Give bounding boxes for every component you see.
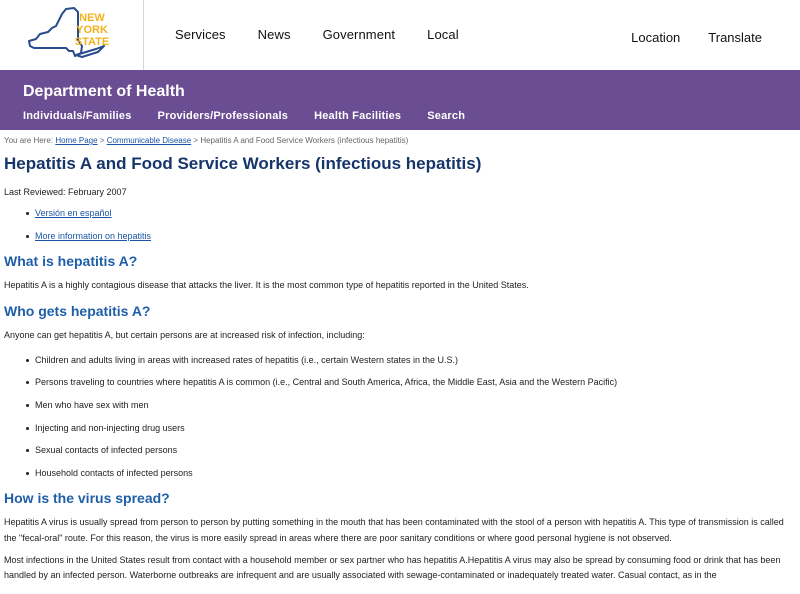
nav-government[interactable]: Government — [322, 27, 396, 42]
department-title[interactable]: Department of Health — [23, 83, 185, 100]
breadcrumb — [4, 136, 408, 145]
breadcrumb-prefix: You are Here: — [4, 136, 54, 145]
section-text-how-2: Most infections in the United States result from contact with a household member or sex partner who has hepatitis A.Hepatitis A virus may also be spread by consuming food or drink that has been handled by an infected person. Waterborne outbreaks are infrequent and are usually associated with sewage-contaminated or inadequately treated water. Casual contact, as in the — [4, 554, 781, 581]
main-content — [4, 154, 796, 584]
nav-news[interactable]: News — [257, 27, 291, 42]
related-links — [26, 208, 796, 253]
list-item: Persons traveling to countries where hepatitis A is common (i.e., Central and South America, Africa, the Middle East, Asia and the Western Pacific) — [26, 377, 796, 400]
utility-nav — [603, 30, 762, 45]
department-banner — [0, 70, 800, 130]
logo-text-york: YORK — [76, 24, 108, 36]
risk-groups-list — [26, 355, 796, 491]
section-heading-how: How is the virus spread? — [4, 490, 170, 507]
last-reviewed: Last Reviewed: February 2007 — [4, 187, 127, 197]
ny-state-logo[interactable] — [0, 0, 144, 70]
list-item: Children and adults living in areas with increased rates of hepatitis (i.e., certain Western states in the U.S.) — [26, 355, 796, 378]
dept-nav-search[interactable]: Search — [427, 110, 466, 122]
breadcrumb-section-link[interactable]: Communicable Disease — [106, 136, 192, 145]
nav-services[interactable]: Services — [175, 27, 226, 42]
ny-state-map-icon — [26, 6, 118, 64]
list-item: Household contacts of infected persons — [26, 468, 796, 491]
dept-nav-individuals-families[interactable]: Individuals/Families — [23, 110, 132, 122]
dept-nav-providers-professionals[interactable]: Providers/Professionals — [157, 110, 289, 122]
dept-nav-health-facilities[interactable]: Health Facilities — [314, 110, 402, 122]
logo-text-new: NEW — [79, 12, 105, 24]
breadcrumb-home-link[interactable]: Home Page — [55, 136, 98, 145]
list-item — [26, 208, 796, 231]
list-item: Men who have sex with men — [26, 400, 796, 423]
logo-text-state: STATE — [74, 36, 110, 48]
section-heading-what: What is hepatitis A? — [4, 253, 138, 270]
list-item: Injecting and non-injecting drug users — [26, 423, 796, 446]
section-heading-who: Who gets hepatitis A? — [4, 303, 151, 320]
more-hepatitis-info-link[interactable]: More information on hepatitis — [35, 230, 152, 241]
breadcrumb-current: Hepatitis A and Food Service Workers (infectious hepatitis) — [200, 136, 409, 145]
list-item: Sexual contacts of infected persons — [26, 445, 796, 468]
section-text-how-1: Hepatitis A virus is usually spread from person to person by putting something in the mouth that has been contaminated with the stool of a person with hepatitis A. This type of transmission is called the "fecal-oral" route. For this reason, the virus is more easily spread in areas where there are poor sanitary conditions or where good personal hygiene is not observed. — [4, 517, 784, 543]
site-header — [0, 0, 800, 70]
page-title: Hepatitis A and Food Service Workers (infectious hepatitis) — [4, 154, 482, 173]
breadcrumb-separator: > — [99, 136, 105, 145]
location-link[interactable]: Location — [631, 30, 681, 45]
breadcrumb-separator: > — [193, 136, 199, 145]
list-item — [26, 231, 796, 254]
section-intro-who: Anyone can get hepatitis A, but certain persons are at increased risk of infection, including: — [4, 330, 365, 341]
translate-link[interactable]: Translate — [708, 30, 762, 45]
department-nav — [23, 110, 491, 122]
nav-local[interactable]: Local — [427, 27, 459, 42]
global-nav — [175, 27, 491, 42]
section-text-what: Hepatitis A is a highly contagious disease that attacks the liver. It is the most common type of hepatitis reported in the United States. — [4, 280, 529, 291]
spanish-version-link[interactable]: Versión en español — [35, 208, 112, 218]
